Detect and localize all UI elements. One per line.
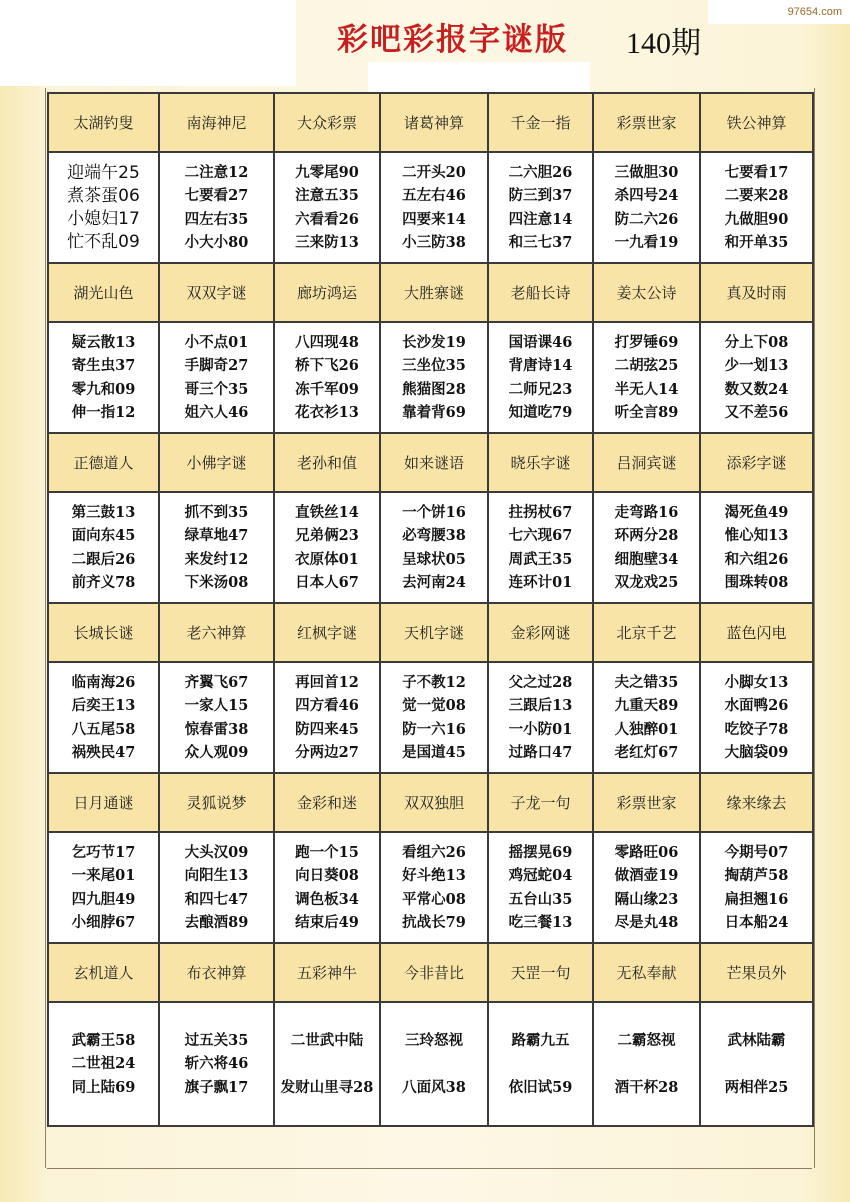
issue-number: 140期 bbox=[626, 27, 701, 60]
riddle-line: 今期号07 bbox=[724, 843, 789, 861]
riddle-line: 防二六26 bbox=[614, 210, 679, 228]
riddle-cell bbox=[380, 1002, 488, 1126]
riddle-cell bbox=[593, 152, 700, 263]
riddle-line: 向阳生13 bbox=[184, 867, 249, 884]
riddle-line bbox=[594, 1052, 699, 1076]
riddle-line: 杀四号24 bbox=[614, 187, 679, 204]
riddle-cell bbox=[593, 832, 700, 943]
riddle-line: 直铁丝14 bbox=[295, 503, 359, 521]
riddle-line: 国语课46 bbox=[508, 333, 573, 351]
riddle-line: 过五关35 bbox=[184, 1031, 249, 1049]
riddle-cell bbox=[488, 492, 593, 603]
riddle-line: 八五尾58 bbox=[71, 720, 136, 738]
riddle-line: 三玲怒视 bbox=[405, 1031, 463, 1049]
riddle-line: 日本船24 bbox=[724, 914, 789, 931]
riddle-line: 父之过28 bbox=[508, 673, 573, 691]
column-title: 彩票世家 bbox=[593, 93, 700, 152]
riddle-line: 两相伴25 bbox=[724, 1079, 789, 1096]
header-row bbox=[48, 943, 813, 1002]
riddle-cell bbox=[700, 1002, 813, 1126]
column-title: 老孙和值 bbox=[274, 433, 380, 492]
riddle-line: 下米汤08 bbox=[184, 574, 249, 591]
riddle-line: 八面风38 bbox=[402, 1079, 466, 1096]
riddle-line: 小细脖67 bbox=[71, 914, 136, 931]
column-title: 添彩字谜 bbox=[700, 433, 813, 492]
riddle-line: 尽是丸48 bbox=[614, 914, 679, 931]
riddle-line: 四左右35 bbox=[184, 210, 249, 228]
riddle-line: 人独醉01 bbox=[614, 720, 679, 738]
riddle-line: 二世祖24 bbox=[71, 1055, 136, 1073]
riddle-line: 路霸九五 bbox=[511, 1031, 570, 1049]
riddle-cell bbox=[159, 492, 274, 603]
riddle-line: 二世武中陆 bbox=[290, 1031, 364, 1049]
riddle-line: 五台山35 bbox=[508, 890, 573, 908]
riddle-line: 又不差56 bbox=[724, 404, 789, 421]
riddle-line: 伸一指12 bbox=[71, 404, 136, 421]
site-watermark[interactable]: 97654.com bbox=[787, 6, 842, 18]
riddle-line: 是国道45 bbox=[402, 744, 466, 761]
riddle-cell bbox=[159, 662, 274, 773]
riddle-cell bbox=[700, 832, 813, 943]
riddle-line: 四方看46 bbox=[295, 697, 359, 714]
riddle-line: 必弯腰38 bbox=[402, 527, 466, 544]
riddle-cell bbox=[700, 152, 813, 263]
riddle-line: 五左右46 bbox=[402, 187, 466, 204]
riddle-cell bbox=[593, 492, 700, 603]
riddle-line: 二霸怒视 bbox=[617, 1031, 676, 1049]
column-title: 诸葛神算 bbox=[380, 93, 488, 152]
riddle-line: 大脑袋09 bbox=[724, 744, 789, 761]
content-row bbox=[48, 1002, 813, 1126]
riddle-line: 周武王35 bbox=[508, 550, 573, 568]
column-title: 晓乐字谜 bbox=[488, 433, 593, 492]
column-title: 老船长诗 bbox=[488, 263, 593, 322]
riddle-cell bbox=[159, 832, 274, 943]
riddle-line: 细胞壁34 bbox=[614, 550, 679, 568]
riddle-line: 和六组26 bbox=[724, 550, 789, 568]
riddle-line: 扁担翘16 bbox=[724, 890, 789, 908]
riddle-line: 小三防38 bbox=[402, 234, 466, 251]
riddle-line: 一个饼16 bbox=[402, 503, 466, 521]
column-title: 今非昔比 bbox=[380, 943, 488, 1002]
column-title: 红枫字谜 bbox=[274, 603, 380, 662]
header-row bbox=[48, 433, 813, 492]
riddle-cell bbox=[700, 492, 813, 603]
riddle-line: 斩六将46 bbox=[184, 1055, 249, 1073]
right-rule bbox=[814, 88, 815, 1168]
riddle-line: 小大小80 bbox=[184, 234, 249, 251]
riddle-line: 忙不乱09 bbox=[67, 231, 140, 252]
riddle-line: 后奕王13 bbox=[71, 697, 136, 714]
riddle-cell bbox=[380, 492, 488, 603]
riddle-line: 好斗绝13 bbox=[402, 867, 466, 884]
riddle-line: 九重天89 bbox=[614, 697, 679, 714]
riddle-line bbox=[489, 1052, 592, 1076]
column-title: 芒果员外 bbox=[700, 943, 813, 1002]
riddle-line: 九零尾90 bbox=[295, 163, 359, 181]
riddle-line: 过路口47 bbox=[508, 744, 573, 761]
riddle-cell bbox=[274, 662, 380, 773]
riddle-cell bbox=[488, 322, 593, 433]
riddle-line: 第三鼓13 bbox=[71, 503, 136, 521]
riddle-line: 众人观09 bbox=[184, 744, 249, 761]
riddle-line: 哥三个35 bbox=[184, 380, 249, 398]
riddle-line: 二开头20 bbox=[402, 163, 466, 181]
riddle-line: 子不教12 bbox=[402, 673, 466, 691]
riddle-cell bbox=[380, 662, 488, 773]
riddle-line: 小脚女13 bbox=[724, 673, 789, 691]
riddle-line: 祸殃民47 bbox=[71, 744, 136, 761]
column-title: 子龙一句 bbox=[488, 773, 593, 832]
riddle-line: 跑一个15 bbox=[295, 843, 359, 861]
riddle-line: 惊春雷38 bbox=[184, 720, 249, 738]
riddle-line: 六看看26 bbox=[295, 210, 359, 228]
content-row bbox=[48, 662, 813, 773]
riddle-line: 乞巧节17 bbox=[71, 843, 136, 861]
riddle-line: 惟心知13 bbox=[724, 527, 789, 544]
blank-panel-left bbox=[0, 0, 296, 86]
riddle-line: 吃饺子78 bbox=[724, 720, 789, 738]
riddle-line: 隔山缘23 bbox=[614, 890, 679, 908]
riddle-line: 二六胆26 bbox=[508, 163, 573, 181]
riddle-line: 小媳妇17 bbox=[67, 208, 140, 229]
column-title: 真及时雨 bbox=[700, 263, 813, 322]
column-title: 北京千艺 bbox=[593, 603, 700, 662]
riddle-line: 靠着背69 bbox=[402, 404, 466, 421]
riddle-line: 疑云散13 bbox=[71, 333, 136, 351]
riddle-line: 三做胆30 bbox=[614, 163, 679, 181]
content-row bbox=[48, 322, 813, 433]
riddle-line: 连环计01 bbox=[508, 574, 573, 591]
riddle-line: 听全言89 bbox=[614, 404, 679, 421]
riddle-line: 八四现48 bbox=[295, 333, 359, 351]
riddle-line: 七要看27 bbox=[184, 187, 249, 204]
riddle-line: 零九和09 bbox=[71, 380, 136, 398]
column-title: 老六神算 bbox=[159, 603, 274, 662]
riddle-cell bbox=[159, 322, 274, 433]
riddle-line: 调色板34 bbox=[295, 890, 359, 908]
riddle-line: 姐六人46 bbox=[184, 404, 249, 421]
column-title: 双双独胆 bbox=[380, 773, 488, 832]
riddle-line bbox=[701, 1052, 812, 1076]
riddle-line: 同上陆69 bbox=[71, 1078, 136, 1096]
riddle-line: 大头汉09 bbox=[184, 843, 249, 861]
riddle-line: 和开单35 bbox=[724, 234, 789, 251]
riddle-line bbox=[381, 1052, 487, 1076]
riddle-line: 摇摆晃69 bbox=[508, 843, 573, 861]
riddle-line: 临南海26 bbox=[71, 673, 136, 691]
riddle-line: 背唐诗14 bbox=[508, 357, 573, 374]
riddle-cell bbox=[48, 322, 159, 433]
column-title: 双双字谜 bbox=[159, 263, 274, 322]
riddle-line: 打罗锤69 bbox=[614, 333, 679, 351]
riddle-cell bbox=[380, 832, 488, 943]
riddle-line: 呈球状05 bbox=[402, 550, 466, 568]
riddle-cell bbox=[488, 1002, 593, 1126]
riddle-line: 向日葵08 bbox=[295, 867, 359, 884]
riddle-cell bbox=[48, 492, 159, 603]
riddle-line: 二跟后26 bbox=[71, 550, 136, 568]
column-title: 正德道人 bbox=[48, 433, 159, 492]
riddle-line: 注意五35 bbox=[295, 187, 359, 204]
column-title: 金彩网谜 bbox=[488, 603, 593, 662]
riddle-line: 鸡冠蛇04 bbox=[508, 867, 573, 884]
riddle-line: 知道吃79 bbox=[508, 404, 573, 421]
riddle-cell bbox=[488, 832, 593, 943]
riddle-cell bbox=[700, 662, 813, 773]
riddle-cell bbox=[48, 662, 159, 773]
riddle-line: 武林陆霸 bbox=[727, 1031, 786, 1049]
riddle-line: 七要看17 bbox=[724, 163, 789, 181]
column-title: 小佛字谜 bbox=[159, 433, 274, 492]
riddle-line: 二胡弦25 bbox=[614, 357, 679, 374]
column-title: 大胜寨谜 bbox=[380, 263, 488, 322]
riddle-cell bbox=[700, 322, 813, 433]
riddle-line: 长沙发19 bbox=[402, 333, 466, 351]
riddle-line: 去河南24 bbox=[402, 574, 466, 591]
riddle-line: 冻千军09 bbox=[295, 380, 359, 398]
riddle-line: 防一六16 bbox=[402, 720, 466, 738]
header-row bbox=[48, 93, 813, 152]
riddle-line: 寄生虫37 bbox=[71, 357, 136, 374]
riddle-line: 拄拐杖67 bbox=[508, 503, 573, 521]
riddle-line: 兄弟俩23 bbox=[295, 527, 359, 544]
column-title: 铁公神算 bbox=[700, 93, 813, 152]
column-title: 廊坊鸿运 bbox=[274, 263, 380, 322]
riddle-line: 三跟后13 bbox=[508, 697, 573, 714]
bottom-rule bbox=[47, 1168, 812, 1169]
riddle-line: 二要来28 bbox=[724, 187, 789, 204]
riddle-line: 齐翼飞67 bbox=[184, 673, 249, 691]
column-title: 日月通谜 bbox=[48, 773, 159, 832]
riddle-line: 零路旺06 bbox=[614, 843, 679, 861]
riddle-line: 数又数24 bbox=[724, 380, 789, 398]
riddle-line: 半无人14 bbox=[614, 380, 679, 398]
riddle-line: 掏葫芦58 bbox=[724, 867, 789, 884]
riddle-table bbox=[47, 92, 814, 1127]
riddle-line: 结束后49 bbox=[295, 914, 359, 931]
column-title: 五彩神牛 bbox=[274, 943, 380, 1002]
riddle-line: 日本人67 bbox=[295, 574, 359, 591]
riddle-line: 发财山里寻28 bbox=[280, 1079, 374, 1096]
column-title: 蓝色闪电 bbox=[700, 603, 813, 662]
column-title: 长城长谜 bbox=[48, 603, 159, 662]
riddle-line: 水面鸭26 bbox=[724, 697, 789, 714]
riddle-line: 吃三餐13 bbox=[508, 914, 573, 931]
riddle-line: 渴死鱼49 bbox=[724, 503, 789, 521]
riddle-line: 来发纣12 bbox=[184, 550, 249, 568]
riddle-line: 抓不到35 bbox=[184, 503, 249, 521]
riddle-line: 再回首12 bbox=[295, 673, 359, 691]
riddle-cell bbox=[159, 152, 274, 263]
riddle-line: 夫之错35 bbox=[614, 673, 679, 691]
column-title: 灵狐说梦 bbox=[159, 773, 274, 832]
riddle-line: 双龙戏25 bbox=[614, 574, 679, 591]
riddle-line: 熊猫图28 bbox=[402, 380, 466, 398]
riddle-line: 迎端午25 bbox=[67, 162, 140, 183]
riddle-cell bbox=[593, 662, 700, 773]
riddle-line: 和三七37 bbox=[508, 234, 573, 251]
riddle-line: 和四七47 bbox=[184, 890, 249, 908]
riddle-cell bbox=[159, 1002, 274, 1126]
riddle-line: 依旧试59 bbox=[508, 1079, 573, 1096]
column-title: 天机字谜 bbox=[380, 603, 488, 662]
column-title: 天罡一句 bbox=[488, 943, 593, 1002]
page-title: 彩吧彩报字谜版 bbox=[337, 22, 568, 58]
header-row bbox=[48, 773, 813, 832]
riddle-line: 小不点01 bbox=[184, 333, 249, 351]
riddle-line: 一小防01 bbox=[508, 720, 573, 738]
riddle-line: 一来尾01 bbox=[71, 867, 136, 884]
riddle-line: 三坐位35 bbox=[402, 357, 466, 374]
riddle-line: 煮茶蛋06 bbox=[67, 185, 140, 206]
header-row bbox=[48, 603, 813, 662]
riddle-line: 面向东45 bbox=[71, 527, 136, 544]
riddle-line: 酒干杯28 bbox=[614, 1079, 679, 1096]
riddle-line: 旗子飘17 bbox=[184, 1078, 249, 1096]
riddle-cell bbox=[380, 322, 488, 433]
riddle-line: 衣原体01 bbox=[295, 550, 359, 568]
content-row bbox=[48, 152, 813, 263]
riddle-line: 看组六26 bbox=[402, 843, 466, 861]
riddle-line: 四要来14 bbox=[402, 210, 466, 228]
riddle-line: 走弯路16 bbox=[614, 503, 679, 521]
riddle-line: 二注意12 bbox=[184, 163, 249, 181]
riddle-line: 平常心08 bbox=[402, 890, 466, 908]
riddle-line: 做酒壶19 bbox=[614, 867, 679, 884]
column-title: 布衣神算 bbox=[159, 943, 274, 1002]
column-title: 无私奉献 bbox=[593, 943, 700, 1002]
left-rule bbox=[45, 88, 46, 1168]
riddle-cell bbox=[274, 322, 380, 433]
column-title: 大众彩票 bbox=[274, 93, 380, 152]
riddle-line: 环两分28 bbox=[614, 527, 679, 544]
column-title: 彩票世家 bbox=[593, 773, 700, 832]
riddle-line: 觉一觉08 bbox=[402, 697, 466, 714]
riddle-cell bbox=[48, 152, 159, 263]
riddle-line: 去酿酒89 bbox=[184, 914, 249, 931]
content-row bbox=[48, 492, 813, 603]
riddle-line: 二师兄23 bbox=[508, 380, 573, 398]
column-title: 千金一指 bbox=[488, 93, 593, 152]
riddle-cell bbox=[48, 832, 159, 943]
riddle-line: 分两边27 bbox=[295, 744, 359, 761]
riddle-cell bbox=[48, 1002, 159, 1126]
column-title: 吕洞宾谜 bbox=[593, 433, 700, 492]
column-title: 太湖钓叟 bbox=[48, 93, 159, 152]
riddle-cell bbox=[274, 832, 380, 943]
column-title: 如来谜语 bbox=[380, 433, 488, 492]
riddle-line: 武霸王58 bbox=[71, 1031, 136, 1049]
riddle-line: 一家人15 bbox=[184, 697, 249, 714]
riddle-line: 分上下08 bbox=[724, 333, 789, 351]
column-title: 缘来缘去 bbox=[700, 773, 813, 832]
riddle-line: 老红灯67 bbox=[614, 744, 679, 761]
column-title: 湖光山色 bbox=[48, 263, 159, 322]
column-title: 姜太公诗 bbox=[593, 263, 700, 322]
riddle-cell bbox=[274, 1002, 380, 1126]
header-row bbox=[48, 263, 813, 322]
riddle-cell bbox=[593, 322, 700, 433]
riddle-line: 绿草地47 bbox=[184, 527, 249, 544]
column-title: 玄机道人 bbox=[48, 943, 159, 1002]
riddle-line: 围珠转08 bbox=[724, 574, 789, 591]
riddle-line: 一九看19 bbox=[614, 234, 679, 251]
riddle-line: 四九胆49 bbox=[71, 890, 136, 908]
column-title: 金彩和迷 bbox=[274, 773, 380, 832]
riddle-cell bbox=[274, 152, 380, 263]
riddle-line: 四注意14 bbox=[508, 210, 573, 228]
riddle-line: 七六现67 bbox=[508, 527, 573, 544]
riddle-cell bbox=[488, 662, 593, 773]
riddle-line: 少一划13 bbox=[724, 357, 789, 374]
riddle-cell bbox=[380, 152, 488, 263]
riddle-line: 防四来45 bbox=[295, 720, 359, 738]
riddle-line: 九做胆90 bbox=[724, 210, 789, 228]
riddle-line: 花衣衫13 bbox=[295, 404, 359, 421]
riddle-line: 前齐义78 bbox=[71, 574, 136, 591]
riddle-cell bbox=[593, 1002, 700, 1126]
riddle-line: 抗战长79 bbox=[402, 914, 466, 931]
riddle-line: 三来防13 bbox=[295, 234, 359, 251]
riddle-cell bbox=[274, 492, 380, 603]
column-title: 南海神尼 bbox=[159, 93, 274, 152]
riddle-cell bbox=[488, 152, 593, 263]
riddle-line bbox=[275, 1052, 379, 1076]
content-row bbox=[48, 832, 813, 943]
riddle-line: 手脚奇27 bbox=[184, 357, 249, 374]
riddle-line: 防三到37 bbox=[508, 187, 573, 204]
riddle-line: 桥下飞26 bbox=[295, 357, 359, 374]
